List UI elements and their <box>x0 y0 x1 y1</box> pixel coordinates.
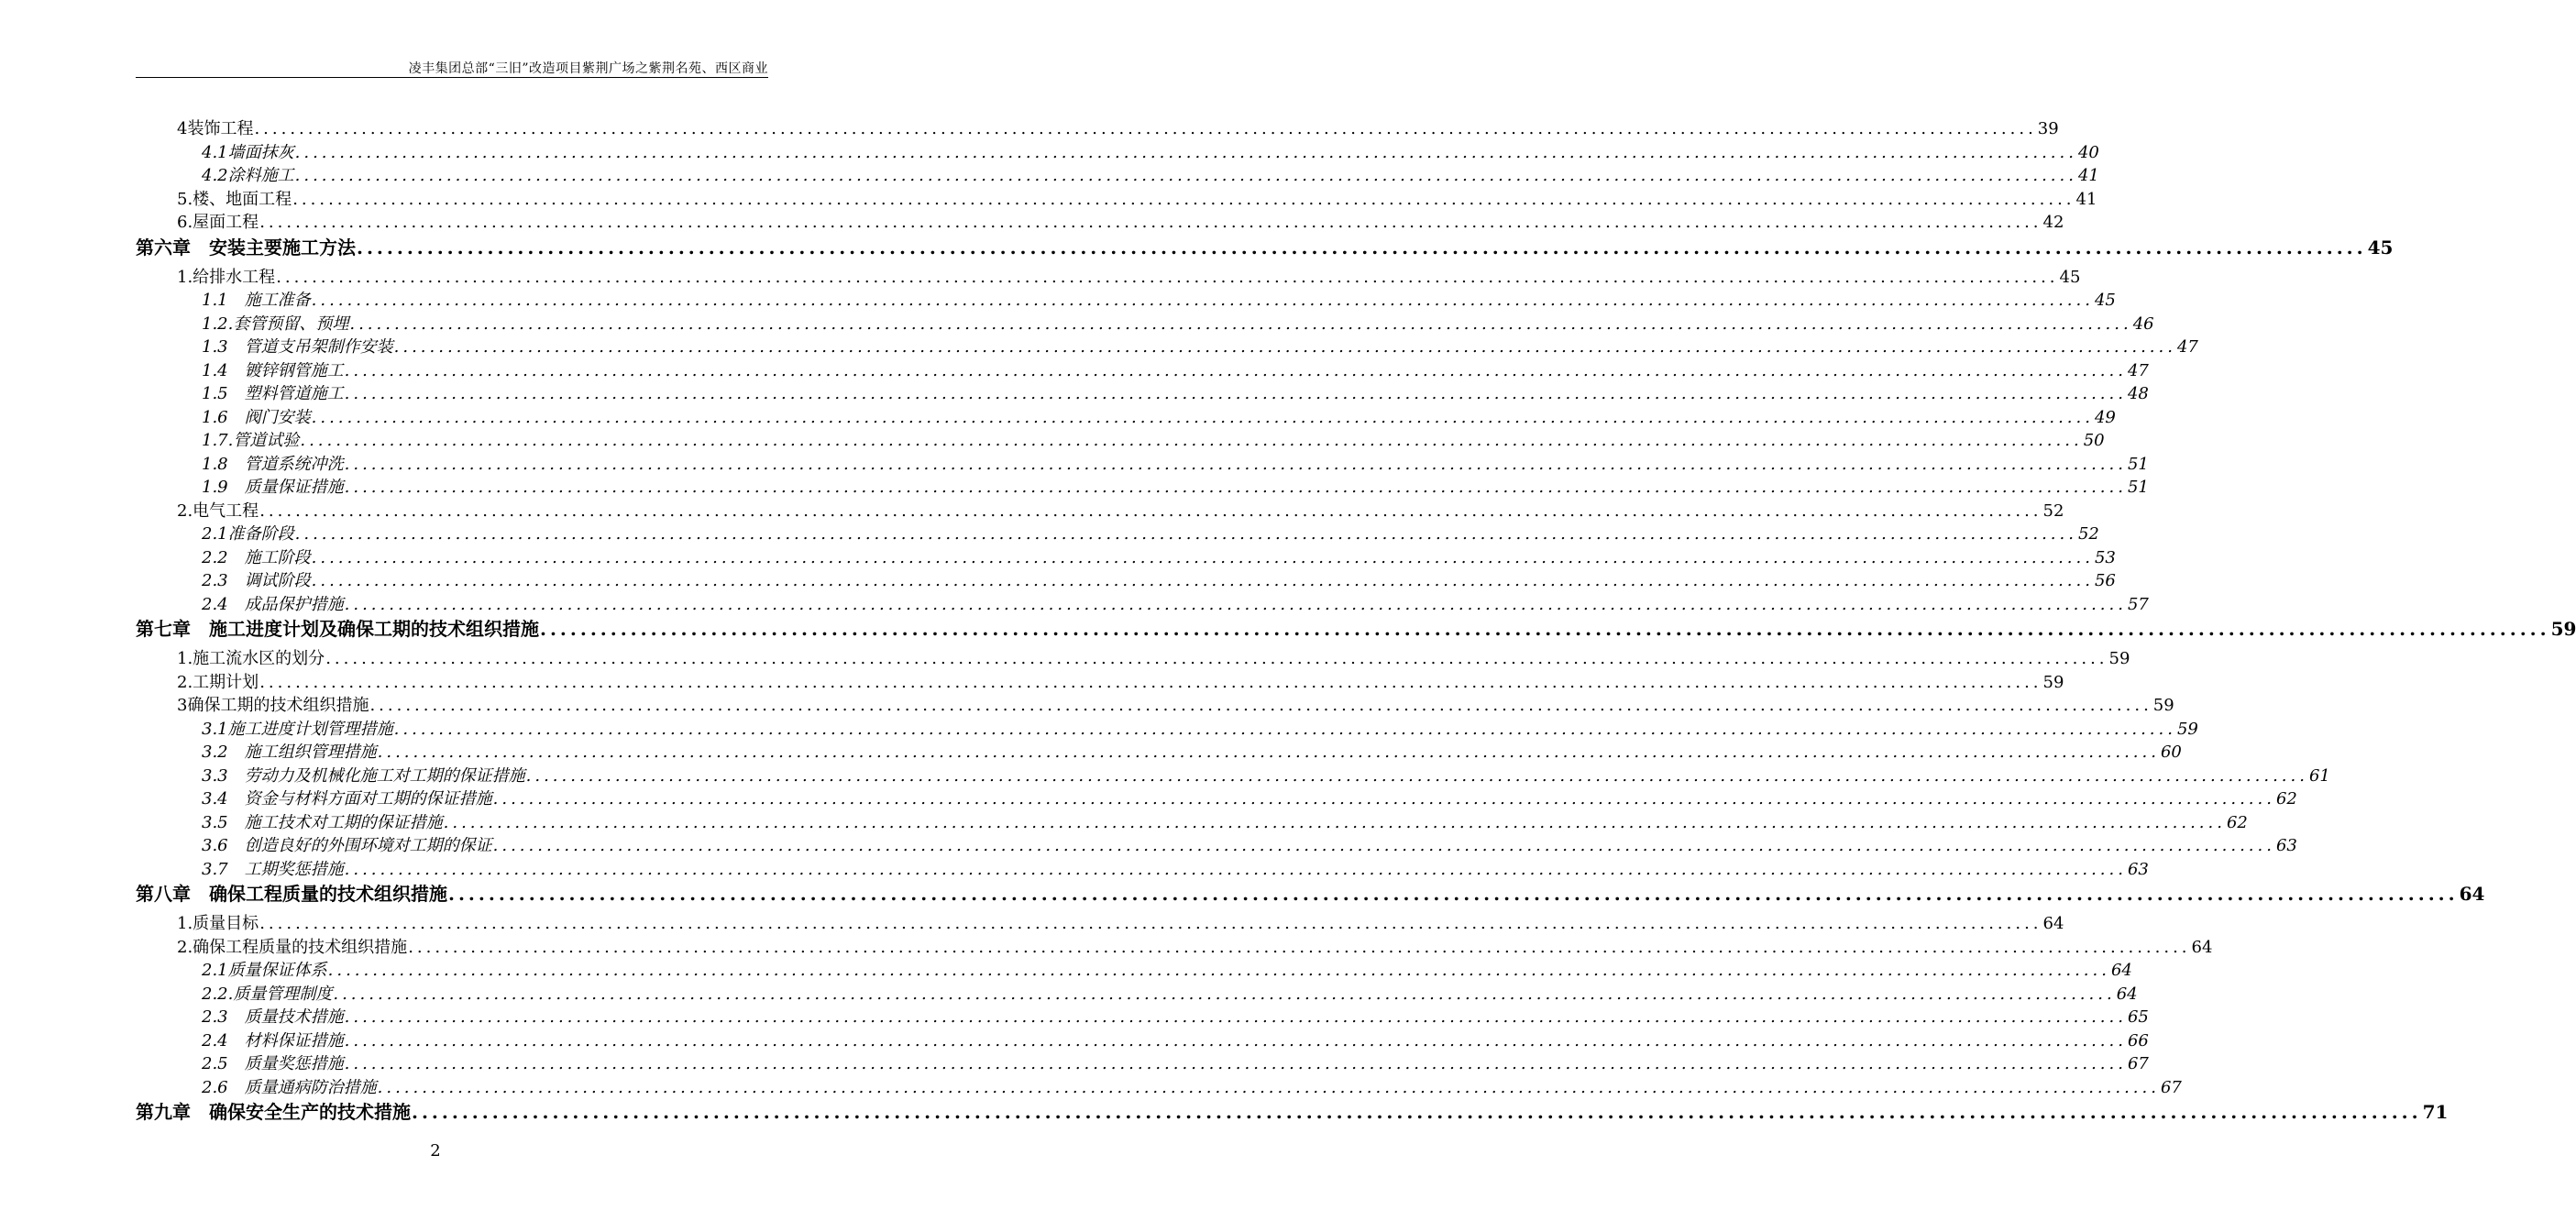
toc-entry[interactable] <box>202 287 2116 311</box>
toc-leader-dots: ........................................................................................................................................................................................................ <box>377 742 2160 762</box>
toc-leader-dots: ........................................................................................................................................................................................................ <box>344 360 2127 380</box>
toc-leader-dots: ........................................................................................................................................................................................................ <box>393 337 2176 357</box>
toc-entry[interactable] <box>202 786 2297 809</box>
toc-leader-dots: ........................................................................................................................................................................................................ <box>333 984 2116 1004</box>
toc-entry-label: 第六章 安装主要施工方法 <box>136 236 356 258</box>
toc-entry[interactable] <box>202 380 2149 404</box>
toc-entry-label: 5.楼、地面工程 <box>177 189 292 209</box>
toc-leader-dots: ........................................................................................................................................................................................................ <box>259 500 2042 521</box>
toc-entry-page: 59 <box>2550 618 2576 640</box>
toc-entry-label: 6.屋面工程 <box>177 213 259 232</box>
toc-leader-dots: ........................................................................................................................................................................................................ <box>344 384 2127 403</box>
toc-leader-dots: ........................................................................................................................................................................................................ <box>259 914 2042 933</box>
toc-entry-page: 64 <box>2110 961 2132 980</box>
toc-entry-page: 62 <box>2226 812 2248 832</box>
toc-entry-label: 3确保工期的技术组织措施 <box>177 696 369 715</box>
toc-leader-dots: ........................................................................................................................................................................................................ <box>294 142 2077 162</box>
toc-entry-label: 2.确保工程质量的技术组织措施 <box>177 937 408 957</box>
toc-entry[interactable] <box>202 716 2198 740</box>
toc-entry-page: 45 <box>2094 291 2116 310</box>
toc-leader-dots: ........................................................................................................................................................................................................ <box>448 883 2459 905</box>
toc-entry-label: 1.2.套管预留、预埋 <box>202 314 349 334</box>
toc-leader-dots: ........................................................................................................................................................................................................ <box>540 618 2550 640</box>
toc-entry[interactable] <box>202 739 2182 763</box>
toc-entry-page: 48 <box>2127 384 2149 403</box>
toc-entry[interactable] <box>202 832 2297 856</box>
toc-entry-page: 47 <box>2127 360 2149 380</box>
toc-entry[interactable] <box>177 910 2064 934</box>
toc-entry-label: 1.施工流水区的划分 <box>177 649 325 668</box>
toc-entry[interactable] <box>202 957 2132 981</box>
toc-leader-dots: ........................................................................................................................................................................................................ <box>412 1101 2422 1123</box>
toc-entry[interactable] <box>177 645 2130 669</box>
toc-leader-dots: ........................................................................................................................................................................................................ <box>325 649 2108 668</box>
toc-entry-label: 1.1 施工准备 <box>202 291 311 310</box>
toc-leader-dots: ........................................................................................................................................................................................................ <box>311 291 2094 310</box>
toc-leader-dots: ........................................................................................................................................................................................................ <box>344 1007 2127 1027</box>
toc-entry[interactable] <box>136 879 2485 910</box>
toc-leader-dots: ........................................................................................................................................................................................................ <box>311 407 2094 427</box>
toc-entry[interactable] <box>202 544 2116 568</box>
toc-entry-page: 41 <box>2075 189 2097 209</box>
toc-entry-label: 第八章 确保工程质量的技术组织措施 <box>136 883 447 905</box>
toc-entry-page: 47 <box>2176 337 2198 357</box>
toc-entry[interactable] <box>202 1004 2149 1028</box>
toc-entry-page: 52 <box>2042 500 2064 521</box>
toc-leader-dots: ........................................................................................................................................................................................................ <box>259 672 2042 692</box>
toc-entry[interactable] <box>202 162 2099 186</box>
toc-entry-page: 67 <box>2127 1054 2149 1073</box>
toc-entry-label: 2.5 质量奖惩措施 <box>202 1054 344 1073</box>
toc-entry-page: 51 <box>2127 454 2149 474</box>
toc-entry-page: 64 <box>2459 883 2485 905</box>
toc-entry-page: 64 <box>2042 914 2064 933</box>
toc-entry-label: 2.6 质量通病防治措施 <box>202 1077 377 1097</box>
toc-entry[interactable] <box>202 474 2149 498</box>
toc-entry-page: 71 <box>2422 1101 2449 1123</box>
toc-entry-label: 3.2 施工组织管理措施 <box>202 742 377 762</box>
toc-leader-dots: ........................................................................................................................................................................................................ <box>311 571 2094 590</box>
toc-leader-dots: ........................................................................................................................................................................................................ <box>254 119 2037 138</box>
toc-entry-page: 40 <box>2077 142 2099 162</box>
toc-entry-label: 1.5 塑料管道施工 <box>202 384 344 403</box>
toc-entry[interactable] <box>177 498 2064 522</box>
toc-entry[interactable] <box>202 567 2116 591</box>
toc-leader-dots: ........................................................................................................................................................................................................ <box>294 524 2077 544</box>
toc-entry-label: 2.1质量保证体系 <box>202 961 327 980</box>
toc-entry-page: 46 <box>2132 314 2154 334</box>
toc-entry-label: 2.3 调试阶段 <box>202 571 311 590</box>
toc-entry[interactable] <box>177 264 2081 288</box>
toc-entry[interactable] <box>177 116 2059 139</box>
toc-leader-dots: ........................................................................................................................................................................................................ <box>259 213 2042 232</box>
toc-entry-page: 39 <box>2037 119 2059 138</box>
toc-leader-dots: ........................................................................................................................................................................................................ <box>357 236 2367 258</box>
toc-entry-page: 56 <box>2094 571 2116 590</box>
toc-entry-label: 2.4 材料保证措施 <box>202 1030 344 1050</box>
toc-entry-label: 2.1准备阶段 <box>202 524 294 544</box>
toc-leader-dots: ........................................................................................................................................................................................................ <box>294 166 2077 185</box>
toc-entry-page: 45 <box>2367 236 2394 258</box>
toc-entry-label: 1.8 管道系统冲洗 <box>202 454 344 474</box>
toc-entry-label: 3.5 施工技术对工期的保证措施 <box>202 812 443 832</box>
toc-entry[interactable] <box>202 334 2198 358</box>
toc-entry-page: 41 <box>2077 166 2099 185</box>
toc-entry[interactable] <box>202 763 2330 786</box>
toc-entry[interactable] <box>202 311 2154 335</box>
toc-entry-page: 45 <box>2059 267 2081 287</box>
toc-entry[interactable] <box>136 614 2576 645</box>
toc-entry-label: 3.6 创造良好的外围环境对工期的保证 <box>202 836 492 855</box>
toc-entry-label: 2.3 质量技术措施 <box>202 1007 344 1027</box>
toc-entry-page: 52 <box>2077 524 2099 544</box>
toc-entry-label: 2.4 成品保护措施 <box>202 594 344 614</box>
toc-leader-dots: ........................................................................................................................................................................................................ <box>344 454 2127 474</box>
toc-entry[interactable] <box>202 1050 2149 1074</box>
toc-entry-page: 57 <box>2127 594 2149 614</box>
toc-entry-label: 3.3 劳动力及机械化施工对工期的保证措施 <box>202 765 525 786</box>
toc-entry-label: 1.4 镀锌钢管施工 <box>202 360 344 380</box>
toc-entry[interactable] <box>177 209 2064 233</box>
toc-entry-label: 2.工期计划 <box>177 672 259 692</box>
toc-entry-label: 4.2涂料施工 <box>202 166 294 185</box>
toc-leader-dots: ........................................................................................................................................................................................................ <box>408 937 2191 957</box>
toc-entry[interactable] <box>202 809 2248 833</box>
toc-entry[interactable] <box>202 1074 2182 1098</box>
toc-entry-page: 67 <box>2160 1077 2182 1097</box>
toc-entry[interactable] <box>136 233 2394 264</box>
toc-entry-page: 50 <box>2083 431 2105 450</box>
toc-entry-page: 66 <box>2127 1030 2149 1050</box>
toc-entry-page: 59 <box>2042 672 2064 692</box>
toc-entry[interactable] <box>202 404 2116 428</box>
toc-entry[interactable] <box>177 934 2213 958</box>
toc-entry-label: 1.给排水工程 <box>177 267 276 287</box>
toc-leader-dots: ........................................................................................................................................................................................................ <box>344 859 2127 879</box>
toc-entry[interactable] <box>136 1097 2449 1128</box>
toc-entry[interactable] <box>177 186 2097 210</box>
toc-entry-label: 4装饰工程 <box>177 119 254 138</box>
toc-entry[interactable] <box>202 358 2149 381</box>
toc-leader-dots: ........................................................................................................................................................................................................ <box>377 1077 2160 1097</box>
toc-leader-dots: ........................................................................................................................................................................................................ <box>292 189 2075 209</box>
toc-entry-label: 2.2.质量管理制度 <box>202 984 333 1004</box>
toc-entry-page: 60 <box>2160 742 2182 762</box>
toc-leader-dots: ........................................................................................................................................................................................................ <box>443 812 2226 832</box>
toc-leader-dots: ........................................................................................................................................................................................................ <box>344 594 2127 614</box>
toc-leader-dots: ........................................................................................................................................................................................................ <box>327 961 2110 980</box>
toc-entry-page: 63 <box>2275 836 2297 855</box>
toc-entry-label: 3.4 资金与材料方面对工期的保证措施 <box>202 789 492 808</box>
toc-entry-label: 3.1施工进度计划管理措施 <box>202 719 393 739</box>
toc-entry-label: 1.6 阀门安装 <box>202 407 311 427</box>
toc-entry-label: 第七章 施工进度计划及确保工期的技术组织措施 <box>136 618 539 640</box>
toc-entry-page: 51 <box>2127 478 2149 497</box>
toc-leader-dots: ........................................................................................................................................................................................................ <box>393 719 2176 739</box>
toc-entry-page: 59 <box>2108 649 2130 668</box>
toc-entry-page: 59 <box>2176 719 2198 739</box>
toc-entry-label: 2.电气工程 <box>177 500 259 521</box>
toc-entry[interactable] <box>177 669 2064 693</box>
toc-leader-dots: ........................................................................................................................................................................................................ <box>344 1054 2127 1073</box>
toc-leader-dots: ........................................................................................................................................................................................................ <box>344 1030 2127 1050</box>
header-divider <box>136 77 768 78</box>
toc-entry-label: 1.3 管道支吊架制作安装 <box>202 337 393 357</box>
toc-entry-page: 62 <box>2275 789 2297 808</box>
toc-entry[interactable] <box>202 981 2138 1005</box>
toc-entry-page: 65 <box>2127 1007 2149 1027</box>
toc-leader-dots: ........................................................................................................................................................................................................ <box>311 547 2094 567</box>
toc-entry-label: 1.9 质量保证措施 <box>202 478 344 497</box>
toc-entry-label: 1.7.管道试验 <box>202 431 300 450</box>
toc-leader-dots: ........................................................................................................................................................................................................ <box>276 267 2059 287</box>
toc-entry[interactable] <box>202 139 2099 163</box>
toc-leader-dots: ........................................................................................................................................................................................................ <box>492 789 2275 808</box>
toc-leader-dots: ........................................................................................................................................................................................................ <box>525 765 2308 786</box>
toc-entry-page: 61 <box>2308 765 2330 786</box>
toc-entry[interactable] <box>202 1028 2149 1051</box>
running-header: 凌丰集团总部“三旧”改造项目紫荆广场之紫荆名苑、西区商业 <box>408 61 768 76</box>
toc-entry[interactable] <box>202 856 2149 880</box>
toc-entry-label: 3.7 工期奖惩措施 <box>202 859 344 879</box>
toc-entry-label: 4.1墙面抹灰 <box>202 142 294 162</box>
toc-entry[interactable] <box>202 521 2099 544</box>
toc-leader-dots: ........................................................................................................................................................................................................ <box>492 836 2275 855</box>
toc-leader-dots: ........................................................................................................................................................................................................ <box>349 314 2132 334</box>
toc-entry-label: 2.2 施工阶段 <box>202 547 311 567</box>
toc-entry-page: 59 <box>2152 696 2174 715</box>
toc-entry-page: 53 <box>2094 547 2116 567</box>
toc-leader-dots: ........................................................................................................................................................................................................ <box>300 431 2083 450</box>
page-number: 2 <box>430 1141 441 1160</box>
toc-entry-page: 64 <box>2191 937 2213 957</box>
toc-entry-page: 49 <box>2094 407 2116 427</box>
toc-entry-label: 1.质量目标 <box>177 914 259 933</box>
toc-entry-page: 42 <box>2042 213 2064 232</box>
toc-leader-dots: ........................................................................................................................................................................................................ <box>369 696 2152 715</box>
toc-entry-label: 第九章 确保安全生产的技术措施 <box>136 1101 411 1123</box>
toc-entry-page: 64 <box>2116 984 2138 1004</box>
toc-entry-page: 63 <box>2127 859 2149 879</box>
toc-entry[interactable] <box>202 591 2149 615</box>
toc-leader-dots: ........................................................................................................................................................................................................ <box>344 478 2127 497</box>
toc-entry[interactable] <box>202 427 2105 451</box>
toc-entry[interactable] <box>177 692 2174 716</box>
toc-entry[interactable] <box>202 451 2149 475</box>
